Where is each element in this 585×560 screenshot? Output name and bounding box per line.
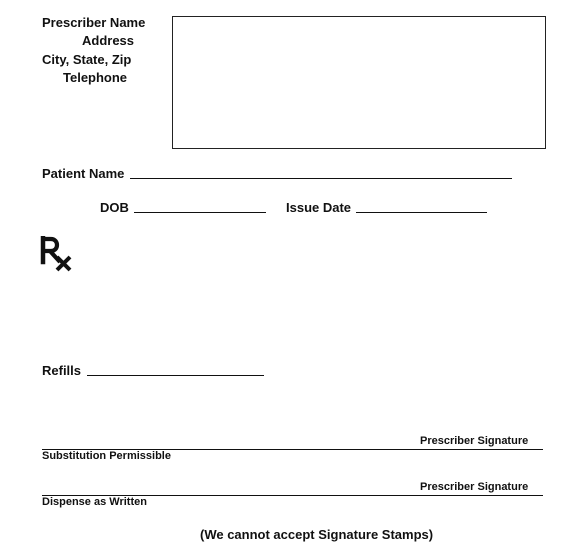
substitution-permissible-label: Substitution Permissible [42, 450, 171, 462]
issue-date-field[interactable] [356, 212, 487, 213]
telephone-label: Telephone [63, 70, 128, 85]
prescriber-signature-label: Prescriber Signature [420, 481, 529, 493]
dob-field[interactable] [134, 212, 266, 213]
dob-label: DOB [100, 200, 129, 215]
prescriber-signature-label: Prescriber Signature [420, 435, 529, 447]
patient-name-field[interactable] [130, 178, 512, 179]
refills-field[interactable] [87, 375, 264, 376]
city-state-zip-label: City, State, Zip [42, 52, 132, 67]
dispense-as-written-label: Dispense as Written [42, 496, 147, 508]
prescriber-info-box[interactable] [172, 16, 546, 149]
prescriber-name-label: Prescriber Name [42, 15, 146, 30]
address-label: Address [82, 33, 135, 48]
signature-stamp-notice: (We cannot accept Signature Stamps) [200, 527, 434, 542]
refills-label: Refills [42, 363, 82, 378]
issue-date-label: Issue Date [286, 200, 352, 215]
patient-name-label: Patient Name [42, 166, 125, 181]
rx-icon [40, 236, 74, 272]
